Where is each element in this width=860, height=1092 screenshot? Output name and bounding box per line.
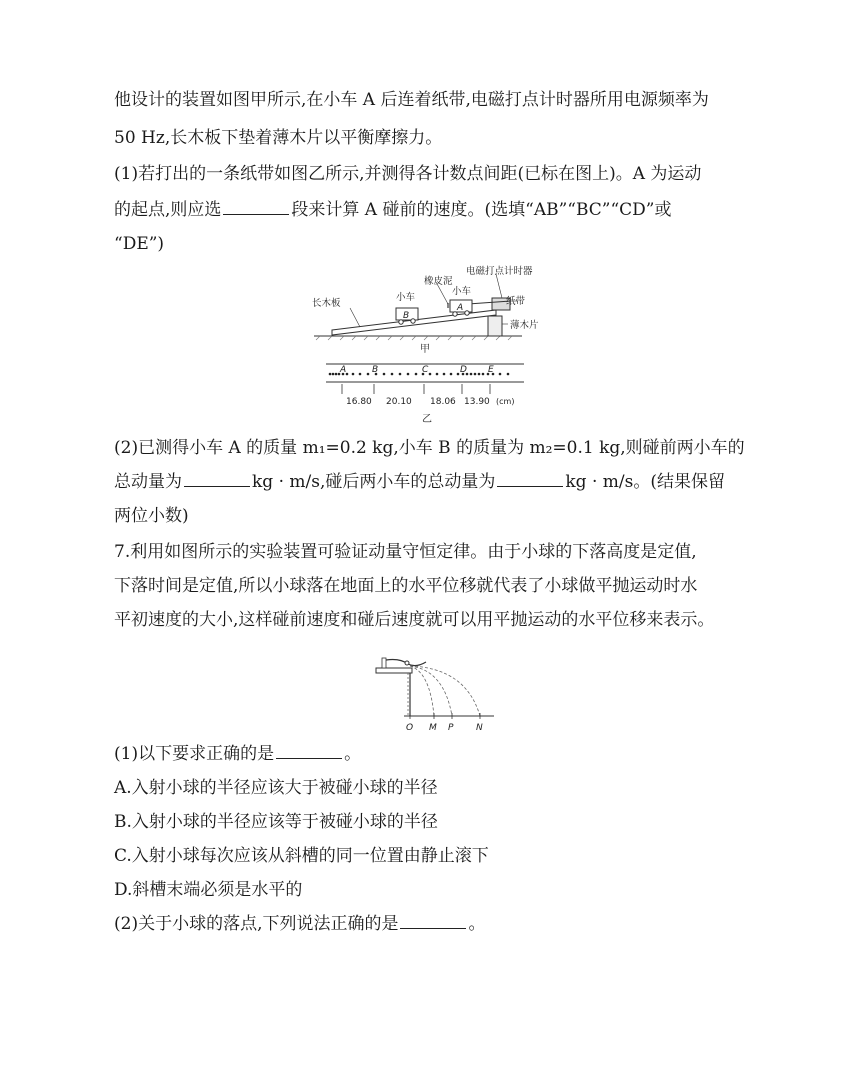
point-m: M <box>429 723 437 733</box>
question-7-line: 7.利用如图所示的实验装置可验证动量守恒定律。由于小球的下落高度是定值, <box>114 542 697 562</box>
question-6-2-line: 两位小数) <box>114 506 189 526</box>
option-d[interactable]: D.斜槽末端必须是水平的 <box>114 880 303 900</box>
question-6-1-line: “DE”) <box>114 234 165 254</box>
text-fragment: 。 <box>344 744 362 764</box>
text-fragment: kg · m/s。(结果保留 <box>565 472 725 492</box>
answer-blank[interactable] <box>400 913 466 929</box>
tape-point-b: B <box>372 365 379 375</box>
question-7-2-stem <box>114 912 485 936</box>
option-c[interactable]: C.入射小球每次应该从斜槽的同一位置由静止滚下 <box>114 846 489 866</box>
text-fragment: 的起点,则应选 <box>114 200 222 220</box>
question-7-1-stem <box>114 742 361 766</box>
answer-blank[interactable] <box>276 743 342 759</box>
tape-point-e: E <box>488 365 494 375</box>
cart-b-letter: B <box>403 311 410 321</box>
text-line: 他设计的装置如图甲所示,在小车 A 后连着纸带,电磁打点计时器所用电源频率为 <box>114 90 709 110</box>
option-a[interactable]: A.入射小球的半径应该大于被碰小球的半径 <box>114 778 438 798</box>
distance-de: 13.90 <box>464 397 490 407</box>
label-tape: 纸带 <box>506 296 526 307</box>
figure-projectile-svg <box>370 650 500 734</box>
distance-cd: 18.06 <box>430 397 456 407</box>
question-6-2-line: (2)已测得小车 A 的质量 m₁=0.2 kg,小车 B 的质量为 m₂=0.1 kg,则碰前两小车的 <box>114 438 745 458</box>
answer-blank[interactable] <box>184 471 250 487</box>
label-plasticine: 橡皮泥 <box>424 276 453 287</box>
question-6-1-line: (1)若打出的一条纸带如图乙所示,并测得各计数点间距(已标在图上)。A 为运动 <box>114 164 702 184</box>
distance-unit: (cm) <box>496 397 515 406</box>
text-fragment: (2)关于小球的落点,下列说法正确的是 <box>114 914 399 934</box>
label-cart-a: 小车 <box>452 286 472 297</box>
point-p: P <box>448 723 454 733</box>
question-6-1-line <box>114 198 672 222</box>
text-fragment: 。 <box>468 914 486 934</box>
label-timer: 电磁打点计时器 <box>466 266 533 277</box>
text-line: 50 Hz,长木板下垫着薄木片以平衡摩擦力。 <box>114 128 443 148</box>
answer-blank[interactable] <box>223 199 289 215</box>
caption-jia: 甲 <box>420 344 430 355</box>
tape-point-d: D <box>460 365 467 375</box>
caption-yi: 乙 <box>422 414 432 425</box>
figure-cart-setup <box>310 260 539 428</box>
question-7-line: 平初速度的大小,这样碰前速度和碰后速度就可以用平抛运动的水平位移来表示。 <box>114 610 715 630</box>
point-o: O <box>406 723 414 733</box>
question-7-line: 下落时间是定值,所以小球落在地面上的水平位移就代表了小球做平抛运动时水 <box>114 576 698 596</box>
figure-projectile <box>370 650 500 734</box>
tape-point-c: C <box>422 365 429 375</box>
text-fragment: 段来计算 A 碰前的速度。(选填“AB”“BC”“CD”或 <box>291 200 672 220</box>
cart-a-letter: A <box>457 303 464 313</box>
label-cart-b: 小车 <box>396 292 416 303</box>
text-fragment: 总动量为 <box>114 472 182 492</box>
point-n: N <box>476 723 483 733</box>
text-fragment: kg · m/s,碰后两小车的总动量为 <box>252 472 496 492</box>
tape-point-a: A <box>340 365 347 375</box>
label-wedge: 薄木片 <box>510 320 539 331</box>
text-fragment: (1)以下要求正确的是 <box>114 744 275 764</box>
label-board: 长木板 <box>312 298 341 309</box>
option-b[interactable]: B.入射小球的半径应该等于被碰小球的半径 <box>114 812 438 832</box>
figure-cart-setup-svg <box>310 260 539 428</box>
answer-blank[interactable] <box>497 471 563 487</box>
distance-ab: 16.80 <box>346 397 372 407</box>
distance-bc: 20.10 <box>386 397 412 407</box>
question-6-2-line <box>114 470 725 494</box>
